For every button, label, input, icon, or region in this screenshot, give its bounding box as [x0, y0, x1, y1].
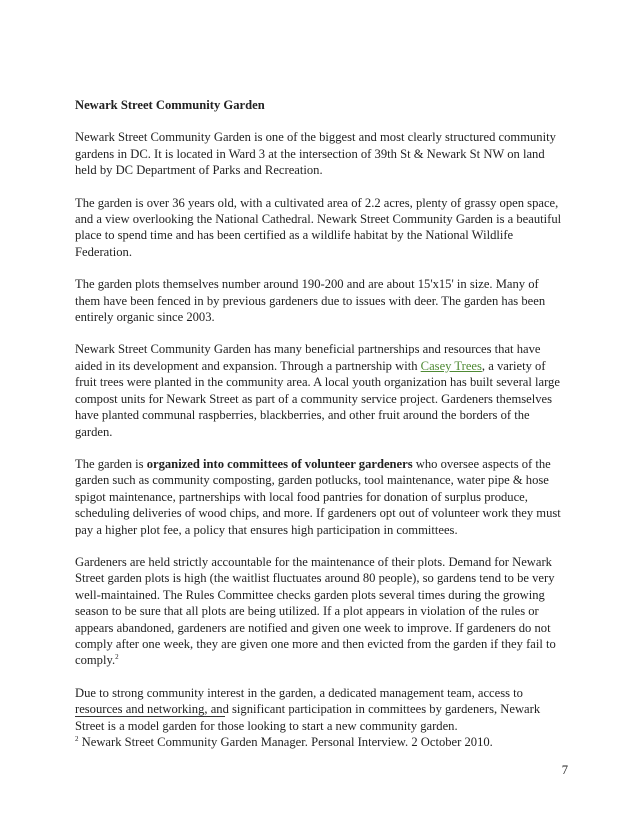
paragraph-partnerships — [75, 341, 567, 439]
section-heading: Newark Street Community Garden — [75, 98, 265, 112]
footnote-reference[interactable]: 2 — [115, 653, 119, 662]
paragraph-overview: Newark Street Community Garden is one of the biggest and most clearly structured community gardens in DC. It is located in Ward 3 at the intersection of 39th St & Newark St NW on land held by DC Department of Parks and Recreation. — [75, 130, 556, 178]
page-number: 7 — [561, 763, 568, 777]
paragraph-accountability — [75, 554, 567, 669]
paragraph-committees — [75, 456, 567, 538]
footnote-divider — [75, 716, 225, 717]
footnote-text: Newark Street Community Garden Manager. Personal Interview. 2 October 2010. — [78, 735, 493, 749]
paragraph-plots: The garden plots themselves number around 190-200 and are about 15'x15' in size. Many of them have been fenced in by previous gardeners due to issues with deer. The garden has been entirely organic since 2003. — [75, 277, 546, 325]
paragraph-conclusion: Due to strong community interest in the garden, a dedicated management team, access to resources and networking, and significant participation in committees by gardeners, Newark Street is a model garden for those looking to start a new community garden. — [75, 685, 541, 733]
partnerships-text-after: , a variety of fruit trees were planted in the community area. A local youth organization has built several large compost units for Newark Street as part of a community service project. Gardeners themselves have planted communal raspberries, blackberries, and other fruit around the borders of the garden. — [75, 358, 560, 439]
casey-trees-link[interactable]: Casey Trees — [420, 358, 482, 373]
accountability-text: Gardeners are held strictly accountable for the maintenance of their plots. Demand for Newark Street garden plots is high (the waitlist fluctuates around 80 people), so gardens tend to be very well-maintained. The Rules Committee checks garden plots several times during the growing season to be sure that all plots are being utilized. If a plot appears in violation of the rules or appears abandoned, gardeners are notified and given one week to improve. If gardeners do not comply after one week, they are given one more and then evicted from the garden if they fail to comply. — [75, 554, 556, 668]
committees-text-before: The garden is — [75, 456, 147, 471]
page-content — [75, 97, 567, 750]
paragraph-history: The garden is over 36 years old, with a cultivated area of 2.2 acres, plenty of grassy open space, and a view overlooking the National Cathedral. Newark Street Community Garden is a beautiful place to spend time and has been certified as a wildlife habitat by the National Wildlife Federation. — [75, 195, 562, 259]
committees-emphasis: organized into committees of volunteer gardeners — [146, 456, 413, 471]
committees-text-after: who oversee aspects of the garden such as community composting, garden potlucks, tool maintenance, water pipe & hose spigot maintenance, partnerships with local food pantries for donation of surplus produce, scheduling deliveries of wood chips, and more. If gardeners opt out of volunteer work they must pay a higher plot fee, a policy that ensures high participation in committees. — [75, 456, 561, 537]
partnerships-text-before: Newark Street Community Garden has many beneficial partnerships and resources that have aided in its development and expansion. Through a partnership with — [75, 342, 541, 373]
footnote — [75, 734, 567, 750]
footnote-number: 2 — [75, 734, 79, 743]
